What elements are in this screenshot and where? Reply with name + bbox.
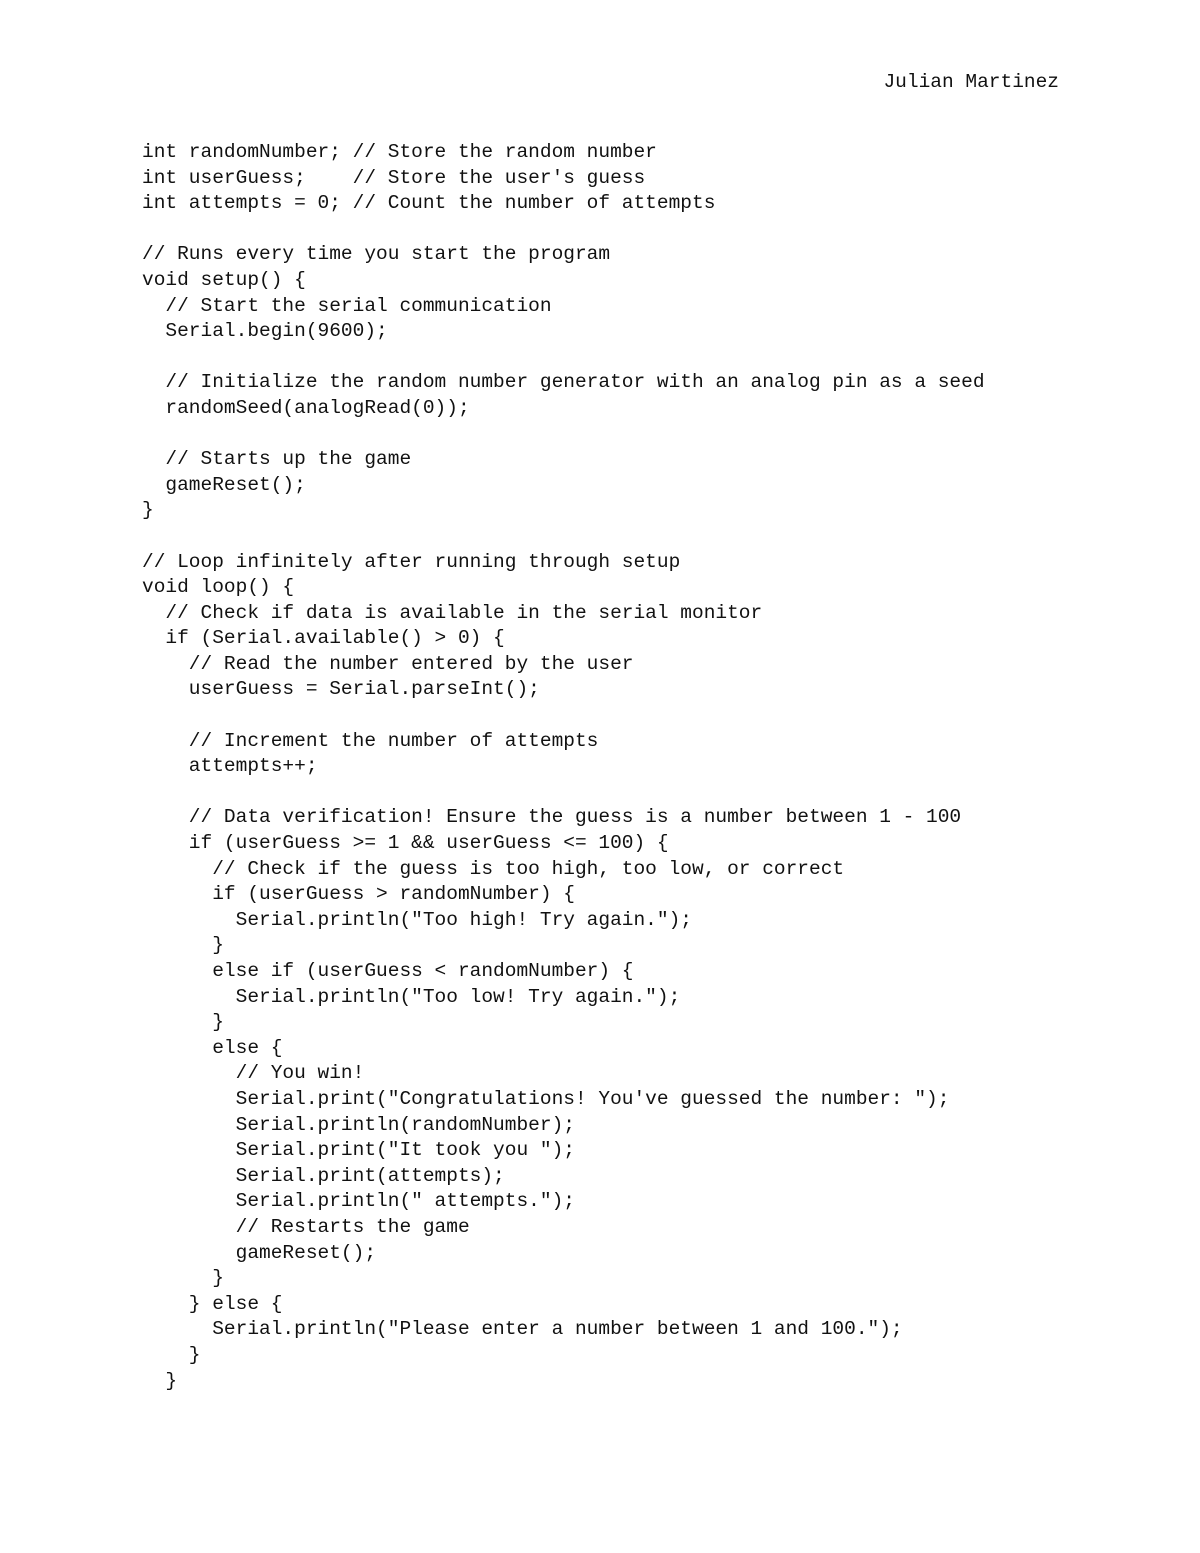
code-line: int attempts = 0; // Count the number of attempts	[142, 192, 716, 215]
code-line: else {	[142, 1036, 283, 1059]
code-line: }	[142, 1267, 224, 1290]
code-line: // Start the serial communication	[142, 294, 552, 317]
code-line: // Check if the guess is too high, too low, or correct	[142, 857, 845, 880]
code-line: int userGuess; // Store the user's guess	[142, 166, 646, 189]
code-line: void setup() {	[142, 268, 306, 291]
code-line	[142, 780, 1142, 806]
code-line: gameReset();	[142, 1241, 377, 1264]
code-line: }	[142, 1011, 224, 1034]
code-line: // Data verification! Ensure the guess is a number between 1 - 100	[142, 806, 962, 829]
code-line	[142, 422, 1142, 448]
code-line: int randomNumber; // Store the random number	[142, 141, 657, 163]
code-line: Serial.begin(9600);	[142, 320, 388, 343]
code-line: Serial.print("It took you ");	[142, 1139, 575, 1162]
code-block	[142, 140, 1142, 1394]
code-line: if (userGuess > randomNumber) {	[142, 883, 575, 906]
code-line	[142, 703, 1142, 729]
code-line: Serial.println("Please enter a number between 1 and 100.");	[142, 1318, 903, 1341]
code-line: randomSeed(analogRead(0));	[142, 396, 470, 419]
code-line: // Check if data is available in the serial monitor	[142, 601, 763, 624]
code-line: Serial.println(randomNumber);	[142, 1113, 575, 1136]
code-line: } else {	[142, 1292, 283, 1315]
code-line: attempts++;	[142, 755, 318, 778]
code-line	[142, 217, 1142, 243]
code-line: // Runs every time you start the program	[142, 243, 611, 266]
code-line: Serial.println("Too low! Try again.");	[142, 985, 681, 1008]
code-line: Serial.print("Congratulations! You've guessed the number: ");	[142, 1087, 950, 1110]
code-line: }	[142, 1369, 178, 1392]
code-line: // Starts up the game	[142, 448, 412, 471]
code-line: }	[142, 499, 154, 522]
code-line: Serial.print(attempts);	[142, 1164, 505, 1187]
code-line: Serial.println("Too high! Try again.");	[142, 908, 692, 931]
code-line: void loop() {	[142, 576, 295, 599]
code-line: else if (userGuess < randomNumber) {	[142, 960, 634, 982]
code-line: gameReset();	[142, 473, 306, 496]
code-line: }	[142, 1343, 201, 1366]
code-line: userGuess = Serial.parseInt();	[142, 678, 540, 701]
code-line: // Initialize the random number generator with an analog pin as a seed	[142, 371, 985, 394]
code-line: // Restarts the game	[142, 1215, 470, 1238]
code-line: // Increment the number of attempts	[142, 729, 599, 752]
code-line: // You win!	[142, 1062, 365, 1085]
author-name: Julian Martinez	[883, 71, 1059, 93]
code-line: }	[142, 934, 224, 957]
code-line: if (userGuess >= 1 && userGuess <= 100) {	[142, 832, 669, 855]
code-line: // Loop infinitely after running through setup	[142, 550, 681, 573]
code-line	[142, 524, 1142, 550]
code-line: if (Serial.available() > 0) {	[142, 627, 505, 650]
code-line	[142, 345, 1142, 371]
code-line: Serial.println(" attempts.");	[142, 1190, 575, 1213]
code-line: // Read the number entered by the user	[142, 652, 634, 675]
